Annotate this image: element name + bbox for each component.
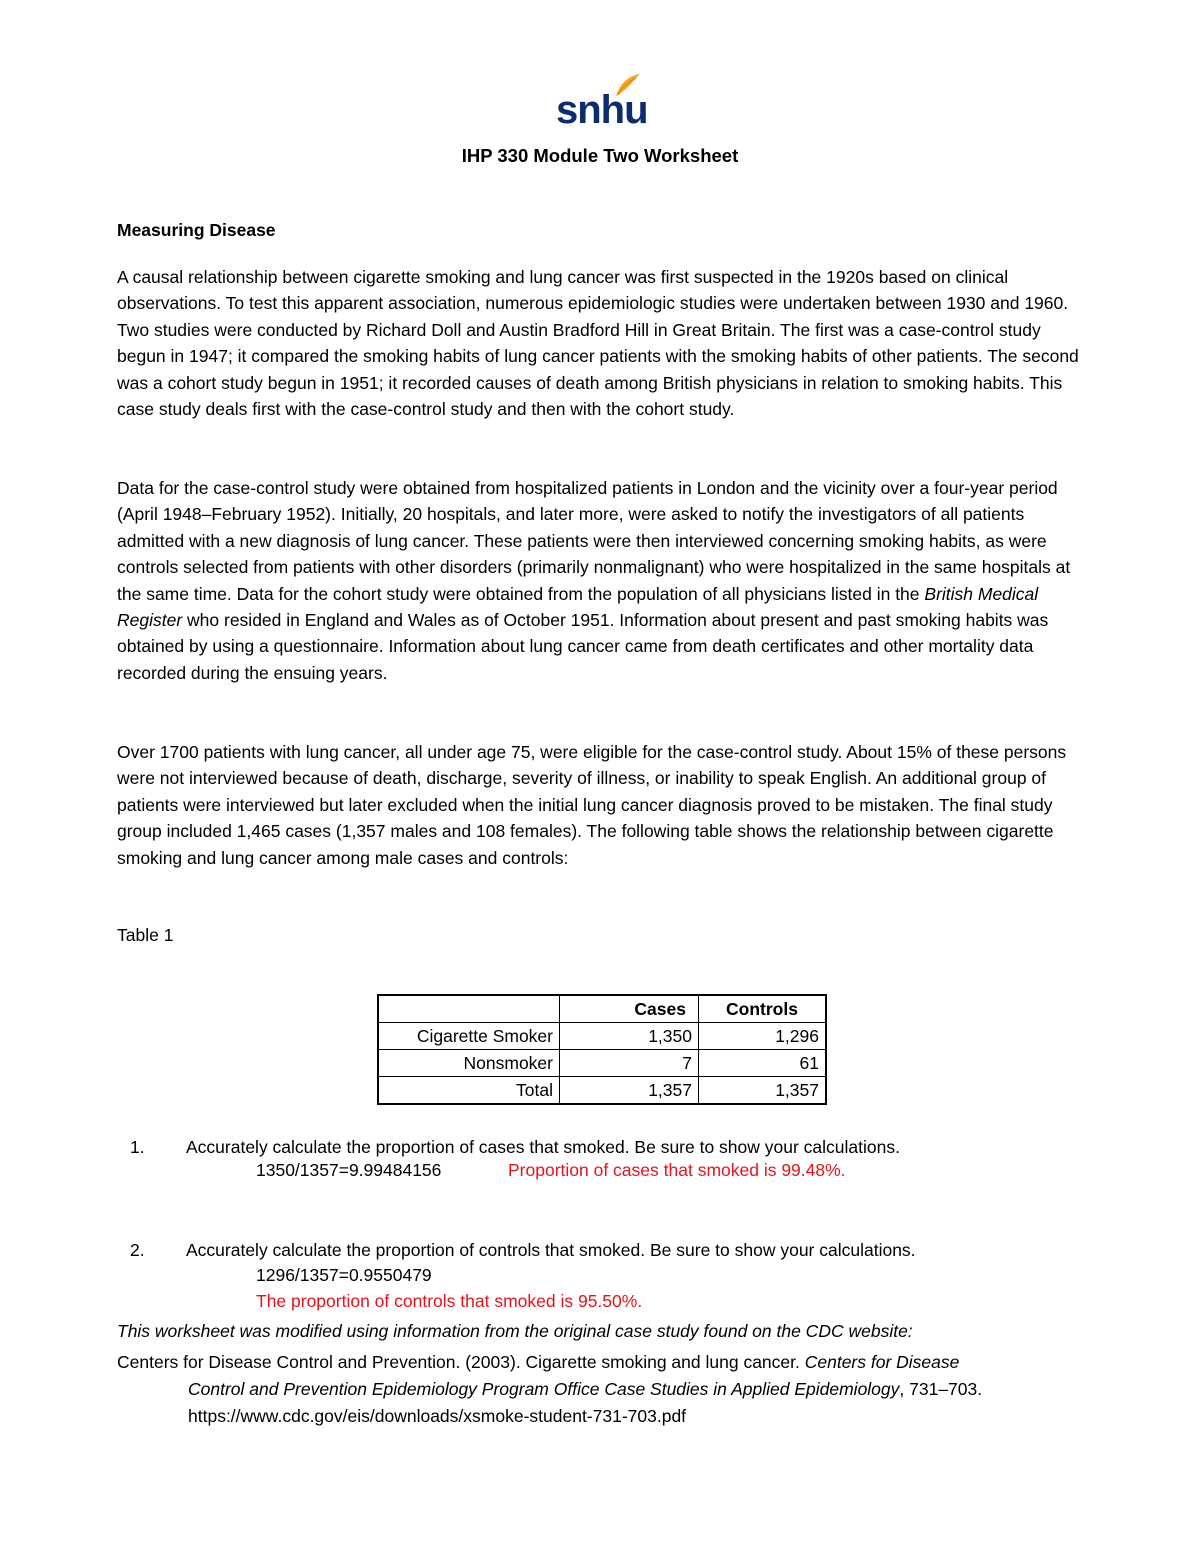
table-cell: 7 — [560, 1050, 699, 1077]
answer-2: The proportion of controls that smoked is 95.50%. — [256, 1291, 643, 1311]
footer-note: This worksheet was modified using information from the original case study found on the CDC website: — [117, 1321, 913, 1341]
reference-url[interactable]: https://www.cdc.gov/eis/downloads/xsmoke-student-731-703.pdf — [188, 1406, 687, 1426]
calculation-2: 1296/1357=0.9550479 — [256, 1265, 432, 1285]
paragraph-2-italic: British Medical Register — [117, 583, 1039, 631]
question-text: Accurately calculate the proportion of cases that smoked. Be sure to show your calculations. — [186, 1137, 900, 1157]
logo-wordmark: snhu — [556, 88, 648, 132]
data-table — [377, 994, 827, 1105]
reference-line-2 — [188, 1376, 982, 1402]
page-title: IHP 330 Module Two Worksheet — [461, 145, 739, 166]
question-text: Accurately calculate the proportion of controls that smoked. Be sure to show your calculations. — [186, 1240, 916, 1260]
question-number: 1. — [130, 1137, 145, 1157]
table-label: Table 1 — [117, 925, 174, 945]
reference-source-italic: Control and Prevention Epidemiology Program Office Case Studies in Applied Epidemiology — [188, 1379, 900, 1399]
paragraph-2-text-a: Data for the case-control study were obtained from hospitalized patients in London and the vicinity over a four-year period (April 1948–February 1952). Initially, 20 hospitals, and later more, were asked to notify the investigators of all patients admitted with a new diagnosis of lung cancer. These patients were then interviewed concerning smoking habits, as were controls selected from patients with other disorders (primarily nonmalignant) who were hospitalized in the same hospitals at the same time. Data for the cohort study were obtained from the population of all physicians listed in the — [117, 478, 1071, 604]
table-cell: 1,350 — [560, 1023, 699, 1050]
table-cell: 61 — [699, 1050, 827, 1077]
question-number: 2. — [130, 1240, 145, 1260]
snhu-logo — [556, 72, 646, 132]
reference-pages: , 731–703. — [899, 1379, 983, 1399]
table-cell: 1,357 — [560, 1077, 699, 1105]
table-header-cell: Controls — [699, 995, 827, 1023]
table-header-cell — [378, 995, 560, 1023]
table-cell: 1,357 — [699, 1077, 827, 1105]
table-cell: 1,296 — [699, 1023, 827, 1050]
answer-1: Proportion of cases that smoked is 99.48%. — [508, 1160, 846, 1180]
table-header-row — [378, 995, 826, 1023]
table-cell: Total — [378, 1077, 560, 1105]
paragraph-2-text-b: who resided in England and Wales as of October 1951. Information about present and past smoking habits was obtained by using a questionnaire. Information about lung cancer came from death certificates and other mortality data recorded during the ensuing years. — [117, 610, 1049, 683]
paragraph-3 — [117, 739, 1092, 871]
reference-text: Centers for Disease Control and Prevention. (2003). Cigarette smoking and lung cancer. — [117, 1352, 805, 1372]
paragraph-2 — [117, 475, 1092, 686]
paragraph-1-text: A causal relationship between cigarette smoking and lung cancer was first suspected in the 1920s based on clinical observations. To test this apparent association, numerous epidemiologic studies were undertaken between 1930 and 1960. Two studies were conducted by Richard Doll and Austin Bradford Hill in Great Britain. The first was a case-control study begun in 1947; it compared the smoking habits of lung cancer patients with the smoking habits of other patients. The second was a cohort study begun in 1951; it recorded causes of death among British physicians in relation to smoking habits. This case study deals first with the case-control study and then with the cohort study. — [117, 267, 1079, 420]
table-row — [378, 1077, 826, 1105]
reference-line-1 — [117, 1349, 959, 1375]
table-cell: Cigarette Smoker — [378, 1023, 560, 1050]
table-row — [378, 1023, 826, 1050]
reference-source-italic: Centers for Disease — [804, 1352, 960, 1372]
paragraph-3-text: Over 1700 patients with lung cancer, all under age 75, were eligible for the case-control study. About 15% of these persons were not interviewed because of death, discharge, severity of illness, or inability to speak English. An additional group of patients were interviewed but later excluded when the initial lung cancer diagnosis proved to be mistaken. The final study group included 1,465 cases (1,357 males and 108 females). The following table shows the relationship between cigarette smoking and lung cancer among male cases and controls: — [117, 742, 1067, 868]
table-cell: Nonsmoker — [378, 1050, 560, 1077]
calculation-1: 1350/1357=9.99484156 — [256, 1160, 442, 1180]
table-row — [378, 1050, 826, 1077]
paragraph-1 — [117, 264, 1092, 422]
section-heading: Measuring Disease — [117, 220, 276, 240]
table-header-cell: Cases — [560, 995, 699, 1023]
